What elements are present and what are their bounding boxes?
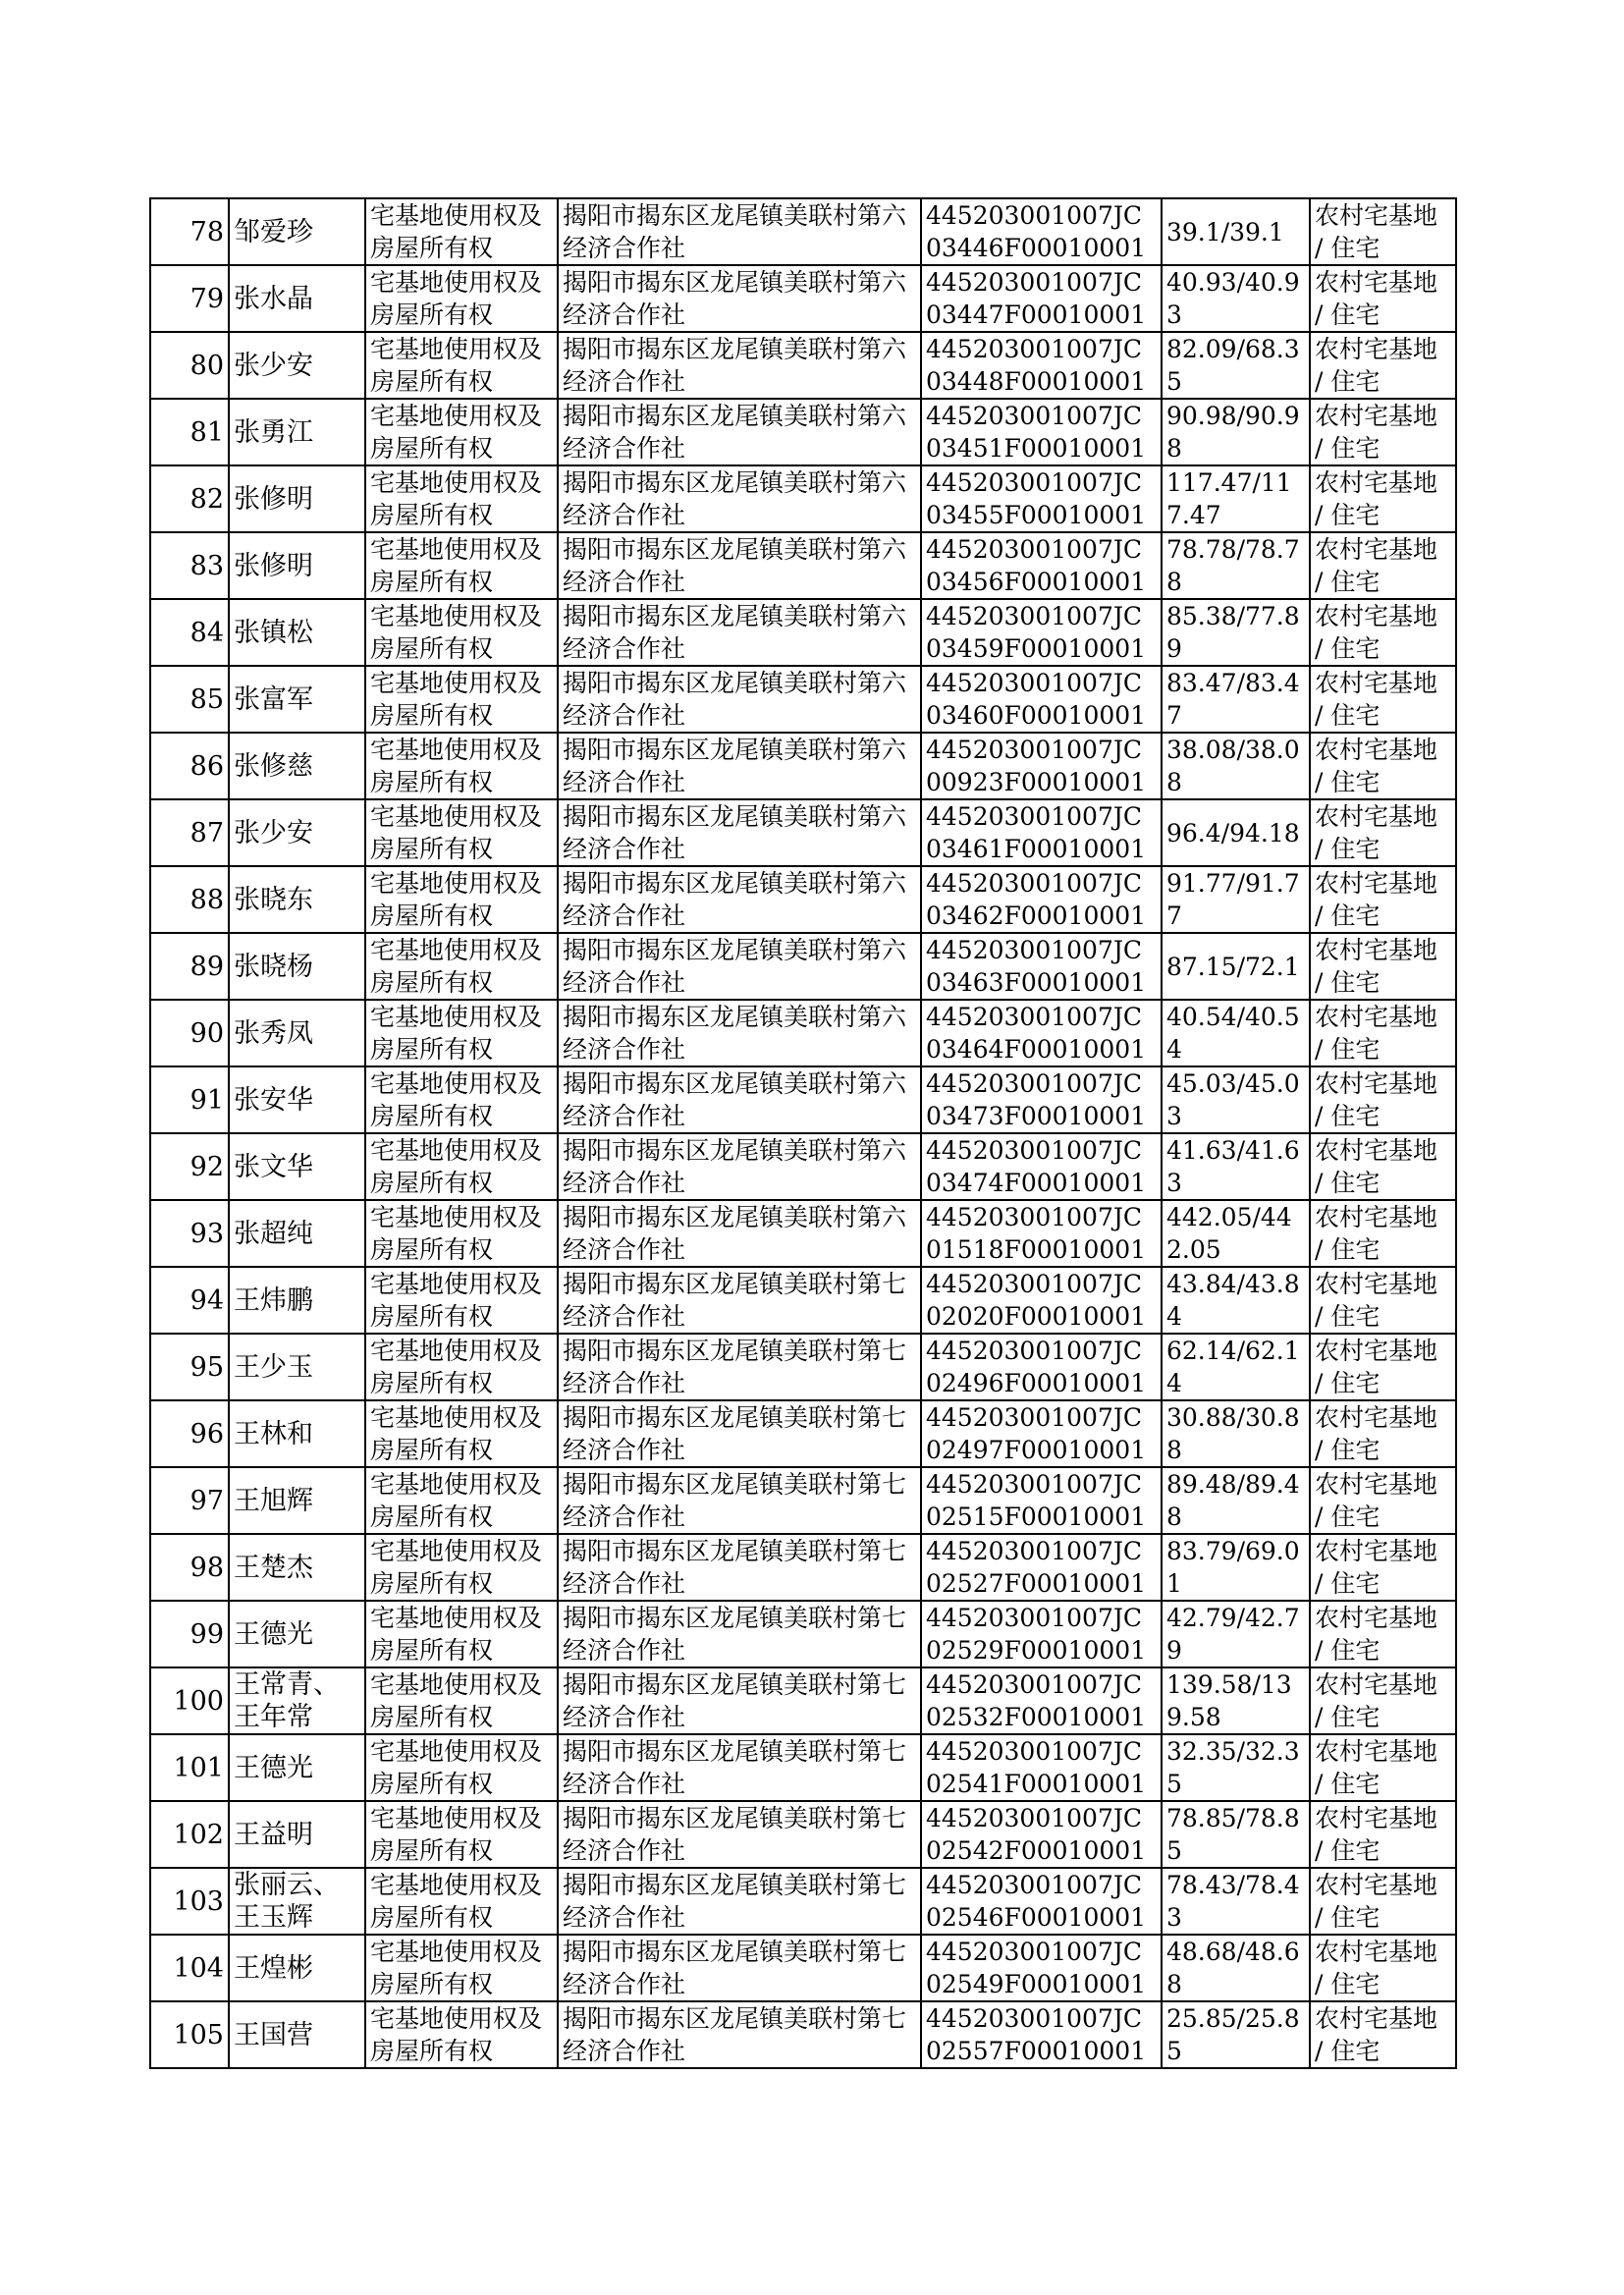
table-row	[150, 866, 1456, 933]
table-row	[150, 399, 1456, 465]
table-row	[150, 2001, 1456, 2068]
row-number-cell: 85	[150, 666, 229, 733]
right-type-cell: 宅基地使用权及房屋所有权	[365, 2001, 558, 2068]
row-number-cell: 103	[150, 1868, 229, 1935]
area-cell: 89.48/89.48	[1162, 1467, 1310, 1534]
usage-cell: 农村宅基地 / 住宅	[1310, 1868, 1456, 1935]
row-number-cell: 95	[150, 1334, 229, 1400]
row-number-cell: 81	[150, 399, 229, 465]
right-type-cell: 宅基地使用权及房屋所有权	[365, 1734, 558, 1801]
table-row	[150, 1601, 1456, 1667]
table-row	[150, 1200, 1456, 1267]
unit-code-cell: 445203001007JC00923F00010001	[921, 733, 1162, 799]
area-cell: 85.38/77.89	[1162, 599, 1310, 666]
row-number-cell: 78	[150, 198, 229, 265]
table-row	[150, 1334, 1456, 1400]
area-cell: 78.85/78.85	[1162, 1801, 1310, 1868]
row-number-cell: 96	[150, 1400, 229, 1467]
owner-name-cell: 张修明	[229, 465, 365, 532]
usage-cell: 农村宅基地 / 住宅	[1310, 1334, 1456, 1400]
owner-name-cell: 王德光	[229, 1734, 365, 1801]
location-cell: 揭阳市揭东区龙尾镇美联村第七经济合作社	[558, 1734, 921, 1801]
right-type-cell: 宅基地使用权及房屋所有权	[365, 332, 558, 399]
row-number-cell: 84	[150, 599, 229, 666]
area-cell: 48.68/48.68	[1162, 1935, 1310, 2001]
owner-name-cell: 王德光	[229, 1601, 365, 1667]
usage-cell: 农村宅基地 / 住宅	[1310, 532, 1456, 599]
usage-cell: 农村宅基地 / 住宅	[1310, 1601, 1456, 1667]
registry-sheet	[149, 197, 1455, 2069]
location-cell: 揭阳市揭东区龙尾镇美联村第七经济合作社	[558, 1935, 921, 2001]
area-cell: 30.88/30.88	[1162, 1400, 1310, 1467]
area-cell: 117.47/117.47	[1162, 465, 1310, 532]
usage-cell: 农村宅基地 / 住宅	[1310, 1000, 1456, 1066]
owner-name-cell: 张富军	[229, 666, 365, 733]
unit-code-cell: 445203001007JC03473F00010001	[921, 1066, 1162, 1133]
right-type-cell: 宅基地使用权及房屋所有权	[365, 465, 558, 532]
right-type-cell: 宅基地使用权及房屋所有权	[365, 1267, 558, 1334]
unit-code-cell: 445203001007JC02497F00010001	[921, 1400, 1162, 1467]
table-row	[150, 666, 1456, 733]
location-cell: 揭阳市揭东区龙尾镇美联村第七经济合作社	[558, 2001, 921, 2068]
unit-code-cell: 445203001007JC03456F00010001	[921, 532, 1162, 599]
table-row	[150, 599, 1456, 666]
row-number-cell: 89	[150, 933, 229, 1000]
unit-code-cell: 445203001007JC03455F00010001	[921, 465, 1162, 532]
location-cell: 揭阳市揭东区龙尾镇美联村第七经济合作社	[558, 1334, 921, 1400]
owner-name-cell: 王国营	[229, 2001, 365, 2068]
right-type-cell: 宅基地使用权及房屋所有权	[365, 1000, 558, 1066]
area-cell: 41.63/41.63	[1162, 1133, 1310, 1200]
unit-code-cell: 445203001007JC03461F00010001	[921, 799, 1162, 866]
owner-name-cell: 张丽云、王玉辉	[229, 1868, 365, 1935]
area-cell: 96.4/94.18	[1162, 799, 1310, 866]
usage-cell: 农村宅基地 / 住宅	[1310, 1200, 1456, 1267]
location-cell: 揭阳市揭东区龙尾镇美联村第六经济合作社	[558, 198, 921, 265]
owner-name-cell: 张少安	[229, 799, 365, 866]
unit-code-cell: 445203001007JC02527F00010001	[921, 1534, 1162, 1601]
table-row	[150, 933, 1456, 1000]
table-row	[150, 733, 1456, 799]
owner-name-cell: 王旭辉	[229, 1467, 365, 1534]
table-row	[150, 198, 1456, 265]
location-cell: 揭阳市揭东区龙尾镇美联村第六经济合作社	[558, 332, 921, 399]
location-cell: 揭阳市揭东区龙尾镇美联村第六经济合作社	[558, 666, 921, 733]
usage-cell: 农村宅基地 / 住宅	[1310, 866, 1456, 933]
row-number-cell: 101	[150, 1734, 229, 1801]
usage-cell: 农村宅基地 / 住宅	[1310, 599, 1456, 666]
row-number-cell: 79	[150, 265, 229, 332]
area-cell: 62.14/62.14	[1162, 1334, 1310, 1400]
owner-name-cell: 张勇江	[229, 399, 365, 465]
right-type-cell: 宅基地使用权及房屋所有权	[365, 1133, 558, 1200]
row-number-cell: 86	[150, 733, 229, 799]
row-number-cell: 92	[150, 1133, 229, 1200]
area-cell: 78.43/78.43	[1162, 1868, 1310, 1935]
usage-cell: 农村宅基地 / 住宅	[1310, 465, 1456, 532]
row-number-cell: 98	[150, 1534, 229, 1601]
unit-code-cell: 445203001007JC03459F00010001	[921, 599, 1162, 666]
right-type-cell: 宅基地使用权及房屋所有权	[365, 1400, 558, 1467]
location-cell: 揭阳市揭东区龙尾镇美联村第六经济合作社	[558, 1000, 921, 1066]
right-type-cell: 宅基地使用权及房屋所有权	[365, 198, 558, 265]
location-cell: 揭阳市揭东区龙尾镇美联村第七经济合作社	[558, 1801, 921, 1868]
right-type-cell: 宅基地使用权及房屋所有权	[365, 1667, 558, 1734]
row-number-cell: 100	[150, 1667, 229, 1734]
right-type-cell: 宅基地使用权及房屋所有权	[365, 933, 558, 1000]
unit-code-cell: 445203001007JC02549F00010001	[921, 1935, 1162, 2001]
area-cell: 139.58/139.58	[1162, 1667, 1310, 1734]
owner-name-cell: 张超纯	[229, 1200, 365, 1267]
unit-code-cell: 445203001007JC02532F00010001	[921, 1667, 1162, 1734]
area-cell: 39.1/39.1	[1162, 198, 1310, 265]
owner-name-cell: 张水晶	[229, 265, 365, 332]
owner-name-cell: 张晓杨	[229, 933, 365, 1000]
location-cell: 揭阳市揭东区龙尾镇美联村第六经济合作社	[558, 733, 921, 799]
area-cell: 87.15/72.1	[1162, 933, 1310, 1000]
table-row	[150, 465, 1456, 532]
location-cell: 揭阳市揭东区龙尾镇美联村第七经济合作社	[558, 1467, 921, 1534]
owner-name-cell: 张文华	[229, 1133, 365, 1200]
usage-cell: 农村宅基地 / 住宅	[1310, 1935, 1456, 2001]
owner-name-cell: 张安华	[229, 1066, 365, 1133]
table-row	[150, 1801, 1456, 1868]
unit-code-cell: 445203001007JC03464F00010001	[921, 1000, 1162, 1066]
table-row	[150, 1534, 1456, 1601]
unit-code-cell: 445203001007JC02020F00010001	[921, 1267, 1162, 1334]
right-type-cell: 宅基地使用权及房屋所有权	[365, 265, 558, 332]
area-cell: 45.03/45.03	[1162, 1066, 1310, 1133]
location-cell: 揭阳市揭东区龙尾镇美联村第六经济合作社	[558, 1133, 921, 1200]
right-type-cell: 宅基地使用权及房屋所有权	[365, 1467, 558, 1534]
table-row	[150, 265, 1456, 332]
usage-cell: 农村宅基地 / 住宅	[1310, 933, 1456, 1000]
row-number-cell: 82	[150, 465, 229, 532]
owner-name-cell: 张修明	[229, 532, 365, 599]
area-cell: 90.98/90.98	[1162, 399, 1310, 465]
table-row	[150, 799, 1456, 866]
location-cell: 揭阳市揭东区龙尾镇美联村第六经济合作社	[558, 399, 921, 465]
unit-code-cell: 445203001007JC02557F00010001	[921, 2001, 1162, 2068]
usage-cell: 农村宅基地 / 住宅	[1310, 1467, 1456, 1534]
row-number-cell: 91	[150, 1066, 229, 1133]
table-row	[150, 1066, 1456, 1133]
location-cell: 揭阳市揭东区龙尾镇美联村第七经济合作社	[558, 1534, 921, 1601]
location-cell: 揭阳市揭东区龙尾镇美联村第六经济合作社	[558, 532, 921, 599]
right-type-cell: 宅基地使用权及房屋所有权	[365, 532, 558, 599]
usage-cell: 农村宅基地 / 住宅	[1310, 1801, 1456, 1868]
row-number-cell: 102	[150, 1801, 229, 1868]
usage-cell: 农村宅基地 / 住宅	[1310, 2001, 1456, 2068]
table-row	[150, 1667, 1456, 1734]
owner-name-cell: 王楚杰	[229, 1534, 365, 1601]
usage-cell: 农村宅基地 / 住宅	[1310, 1734, 1456, 1801]
location-cell: 揭阳市揭东区龙尾镇美联村第七经济合作社	[558, 1601, 921, 1667]
usage-cell: 农村宅基地 / 住宅	[1310, 1066, 1456, 1133]
area-cell: 91.77/91.77	[1162, 866, 1310, 933]
owner-name-cell: 张秀凤	[229, 1000, 365, 1066]
right-type-cell: 宅基地使用权及房屋所有权	[365, 1334, 558, 1400]
unit-code-cell: 445203001007JC03446F00010001	[921, 198, 1162, 265]
owner-name-cell: 张少安	[229, 332, 365, 399]
location-cell: 揭阳市揭东区龙尾镇美联村第六经济合作社	[558, 265, 921, 332]
right-type-cell: 宅基地使用权及房屋所有权	[365, 666, 558, 733]
owner-name-cell: 王林和	[229, 1400, 365, 1467]
right-type-cell: 宅基地使用权及房屋所有权	[365, 1868, 558, 1935]
owner-name-cell: 张晓东	[229, 866, 365, 933]
area-cell: 40.93/40.93	[1162, 265, 1310, 332]
location-cell: 揭阳市揭东区龙尾镇美联村第七经济合作社	[558, 1400, 921, 1467]
location-cell: 揭阳市揭东区龙尾镇美联村第六经济合作社	[558, 465, 921, 532]
usage-cell: 农村宅基地 / 住宅	[1310, 265, 1456, 332]
location-cell: 揭阳市揭东区龙尾镇美联村第六经济合作社	[558, 866, 921, 933]
usage-cell: 农村宅基地 / 住宅	[1310, 666, 1456, 733]
usage-cell: 农村宅基地 / 住宅	[1310, 399, 1456, 465]
owner-name-cell: 王炜鹏	[229, 1267, 365, 1334]
row-number-cell: 94	[150, 1267, 229, 1334]
table-row	[150, 1467, 1456, 1534]
area-cell: 25.85/25.85	[1162, 2001, 1310, 2068]
location-cell: 揭阳市揭东区龙尾镇美联村第六经济合作社	[558, 799, 921, 866]
row-number-cell: 88	[150, 866, 229, 933]
right-type-cell: 宅基地使用权及房屋所有权	[365, 599, 558, 666]
area-cell: 38.08/38.08	[1162, 733, 1310, 799]
unit-code-cell: 445203001007JC03462F00010001	[921, 866, 1162, 933]
unit-code-cell: 445203001007JC03448F00010001	[921, 332, 1162, 399]
owner-name-cell: 王煌彬	[229, 1935, 365, 2001]
unit-code-cell: 445203001007JC03474F00010001	[921, 1133, 1162, 1200]
registry-table	[149, 197, 1457, 2069]
unit-code-cell: 445203001007JC02541F00010001	[921, 1734, 1162, 1801]
row-number-cell: 104	[150, 1935, 229, 2001]
usage-cell: 农村宅基地 / 住宅	[1310, 799, 1456, 866]
row-number-cell: 97	[150, 1467, 229, 1534]
unit-code-cell: 445203001007JC02515F00010001	[921, 1467, 1162, 1534]
unit-code-cell: 445203001007JC03460F00010001	[921, 666, 1162, 733]
owner-name-cell: 王常青、王年常	[229, 1667, 365, 1734]
row-number-cell: 87	[150, 799, 229, 866]
owner-name-cell: 王益明	[229, 1801, 365, 1868]
usage-cell: 农村宅基地 / 住宅	[1310, 198, 1456, 265]
right-type-cell: 宅基地使用权及房屋所有权	[365, 799, 558, 866]
usage-cell: 农村宅基地 / 住宅	[1310, 733, 1456, 799]
area-cell: 83.79/69.01	[1162, 1534, 1310, 1601]
area-cell: 442.05/442.05	[1162, 1200, 1310, 1267]
unit-code-cell: 445203001007JC02529F00010001	[921, 1601, 1162, 1667]
area-cell: 32.35/32.35	[1162, 1734, 1310, 1801]
right-type-cell: 宅基地使用权及房屋所有权	[365, 399, 558, 465]
location-cell: 揭阳市揭东区龙尾镇美联村第七经济合作社	[558, 1667, 921, 1734]
right-type-cell: 宅基地使用权及房屋所有权	[365, 1534, 558, 1601]
owner-name-cell: 张修慈	[229, 733, 365, 799]
row-number-cell: 99	[150, 1601, 229, 1667]
location-cell: 揭阳市揭东区龙尾镇美联村第六经济合作社	[558, 933, 921, 1000]
row-number-cell: 90	[150, 1000, 229, 1066]
area-cell: 83.47/83.47	[1162, 666, 1310, 733]
area-cell: 78.78/78.78	[1162, 532, 1310, 599]
usage-cell: 农村宅基地 / 住宅	[1310, 1133, 1456, 1200]
right-type-cell: 宅基地使用权及房屋所有权	[365, 1601, 558, 1667]
table-row	[150, 1267, 1456, 1334]
table-body	[150, 198, 1456, 2068]
row-number-cell: 80	[150, 332, 229, 399]
location-cell: 揭阳市揭东区龙尾镇美联村第七经济合作社	[558, 1267, 921, 1334]
usage-cell: 农村宅基地 / 住宅	[1310, 1400, 1456, 1467]
area-cell: 42.79/42.79	[1162, 1601, 1310, 1667]
table-row	[150, 1868, 1456, 1935]
unit-code-cell: 445203001007JC02546F00010001	[921, 1868, 1162, 1935]
owner-name-cell: 邹爱珍	[229, 198, 365, 265]
row-number-cell: 93	[150, 1200, 229, 1267]
right-type-cell: 宅基地使用权及房屋所有权	[365, 1200, 558, 1267]
unit-code-cell: 445203001007JC03451F00010001	[921, 399, 1162, 465]
unit-code-cell: 445203001007JC01518F00010001	[921, 1200, 1162, 1267]
usage-cell: 农村宅基地 / 住宅	[1310, 1267, 1456, 1334]
table-row	[150, 1133, 1456, 1200]
usage-cell: 农村宅基地 / 住宅	[1310, 332, 1456, 399]
right-type-cell: 宅基地使用权及房屋所有权	[365, 1066, 558, 1133]
area-cell: 43.84/43.84	[1162, 1267, 1310, 1334]
right-type-cell: 宅基地使用权及房屋所有权	[365, 733, 558, 799]
right-type-cell: 宅基地使用权及房屋所有权	[365, 866, 558, 933]
row-number-cell: 83	[150, 532, 229, 599]
location-cell: 揭阳市揭东区龙尾镇美联村第六经济合作社	[558, 1066, 921, 1133]
right-type-cell: 宅基地使用权及房屋所有权	[365, 1801, 558, 1868]
table-row	[150, 1935, 1456, 2001]
table-row	[150, 332, 1456, 399]
table-row	[150, 532, 1456, 599]
row-number-cell: 105	[150, 2001, 229, 2068]
location-cell: 揭阳市揭东区龙尾镇美联村第六经济合作社	[558, 599, 921, 666]
unit-code-cell: 445203001007JC02542F00010001	[921, 1801, 1162, 1868]
right-type-cell: 宅基地使用权及房屋所有权	[365, 1935, 558, 2001]
table-row	[150, 1400, 1456, 1467]
location-cell: 揭阳市揭东区龙尾镇美联村第七经济合作社	[558, 1868, 921, 1935]
unit-code-cell: 445203001007JC03447F00010001	[921, 265, 1162, 332]
table-row	[150, 1734, 1456, 1801]
area-cell: 40.54/40.54	[1162, 1000, 1310, 1066]
location-cell: 揭阳市揭东区龙尾镇美联村第六经济合作社	[558, 1200, 921, 1267]
usage-cell: 农村宅基地 / 住宅	[1310, 1534, 1456, 1601]
area-cell: 82.09/68.35	[1162, 332, 1310, 399]
unit-code-cell: 445203001007JC02496F00010001	[921, 1334, 1162, 1400]
unit-code-cell: 445203001007JC03463F00010001	[921, 933, 1162, 1000]
owner-name-cell: 王少玉	[229, 1334, 365, 1400]
usage-cell: 农村宅基地 / 住宅	[1310, 1667, 1456, 1734]
table-row	[150, 1000, 1456, 1066]
owner-name-cell: 张镇松	[229, 599, 365, 666]
